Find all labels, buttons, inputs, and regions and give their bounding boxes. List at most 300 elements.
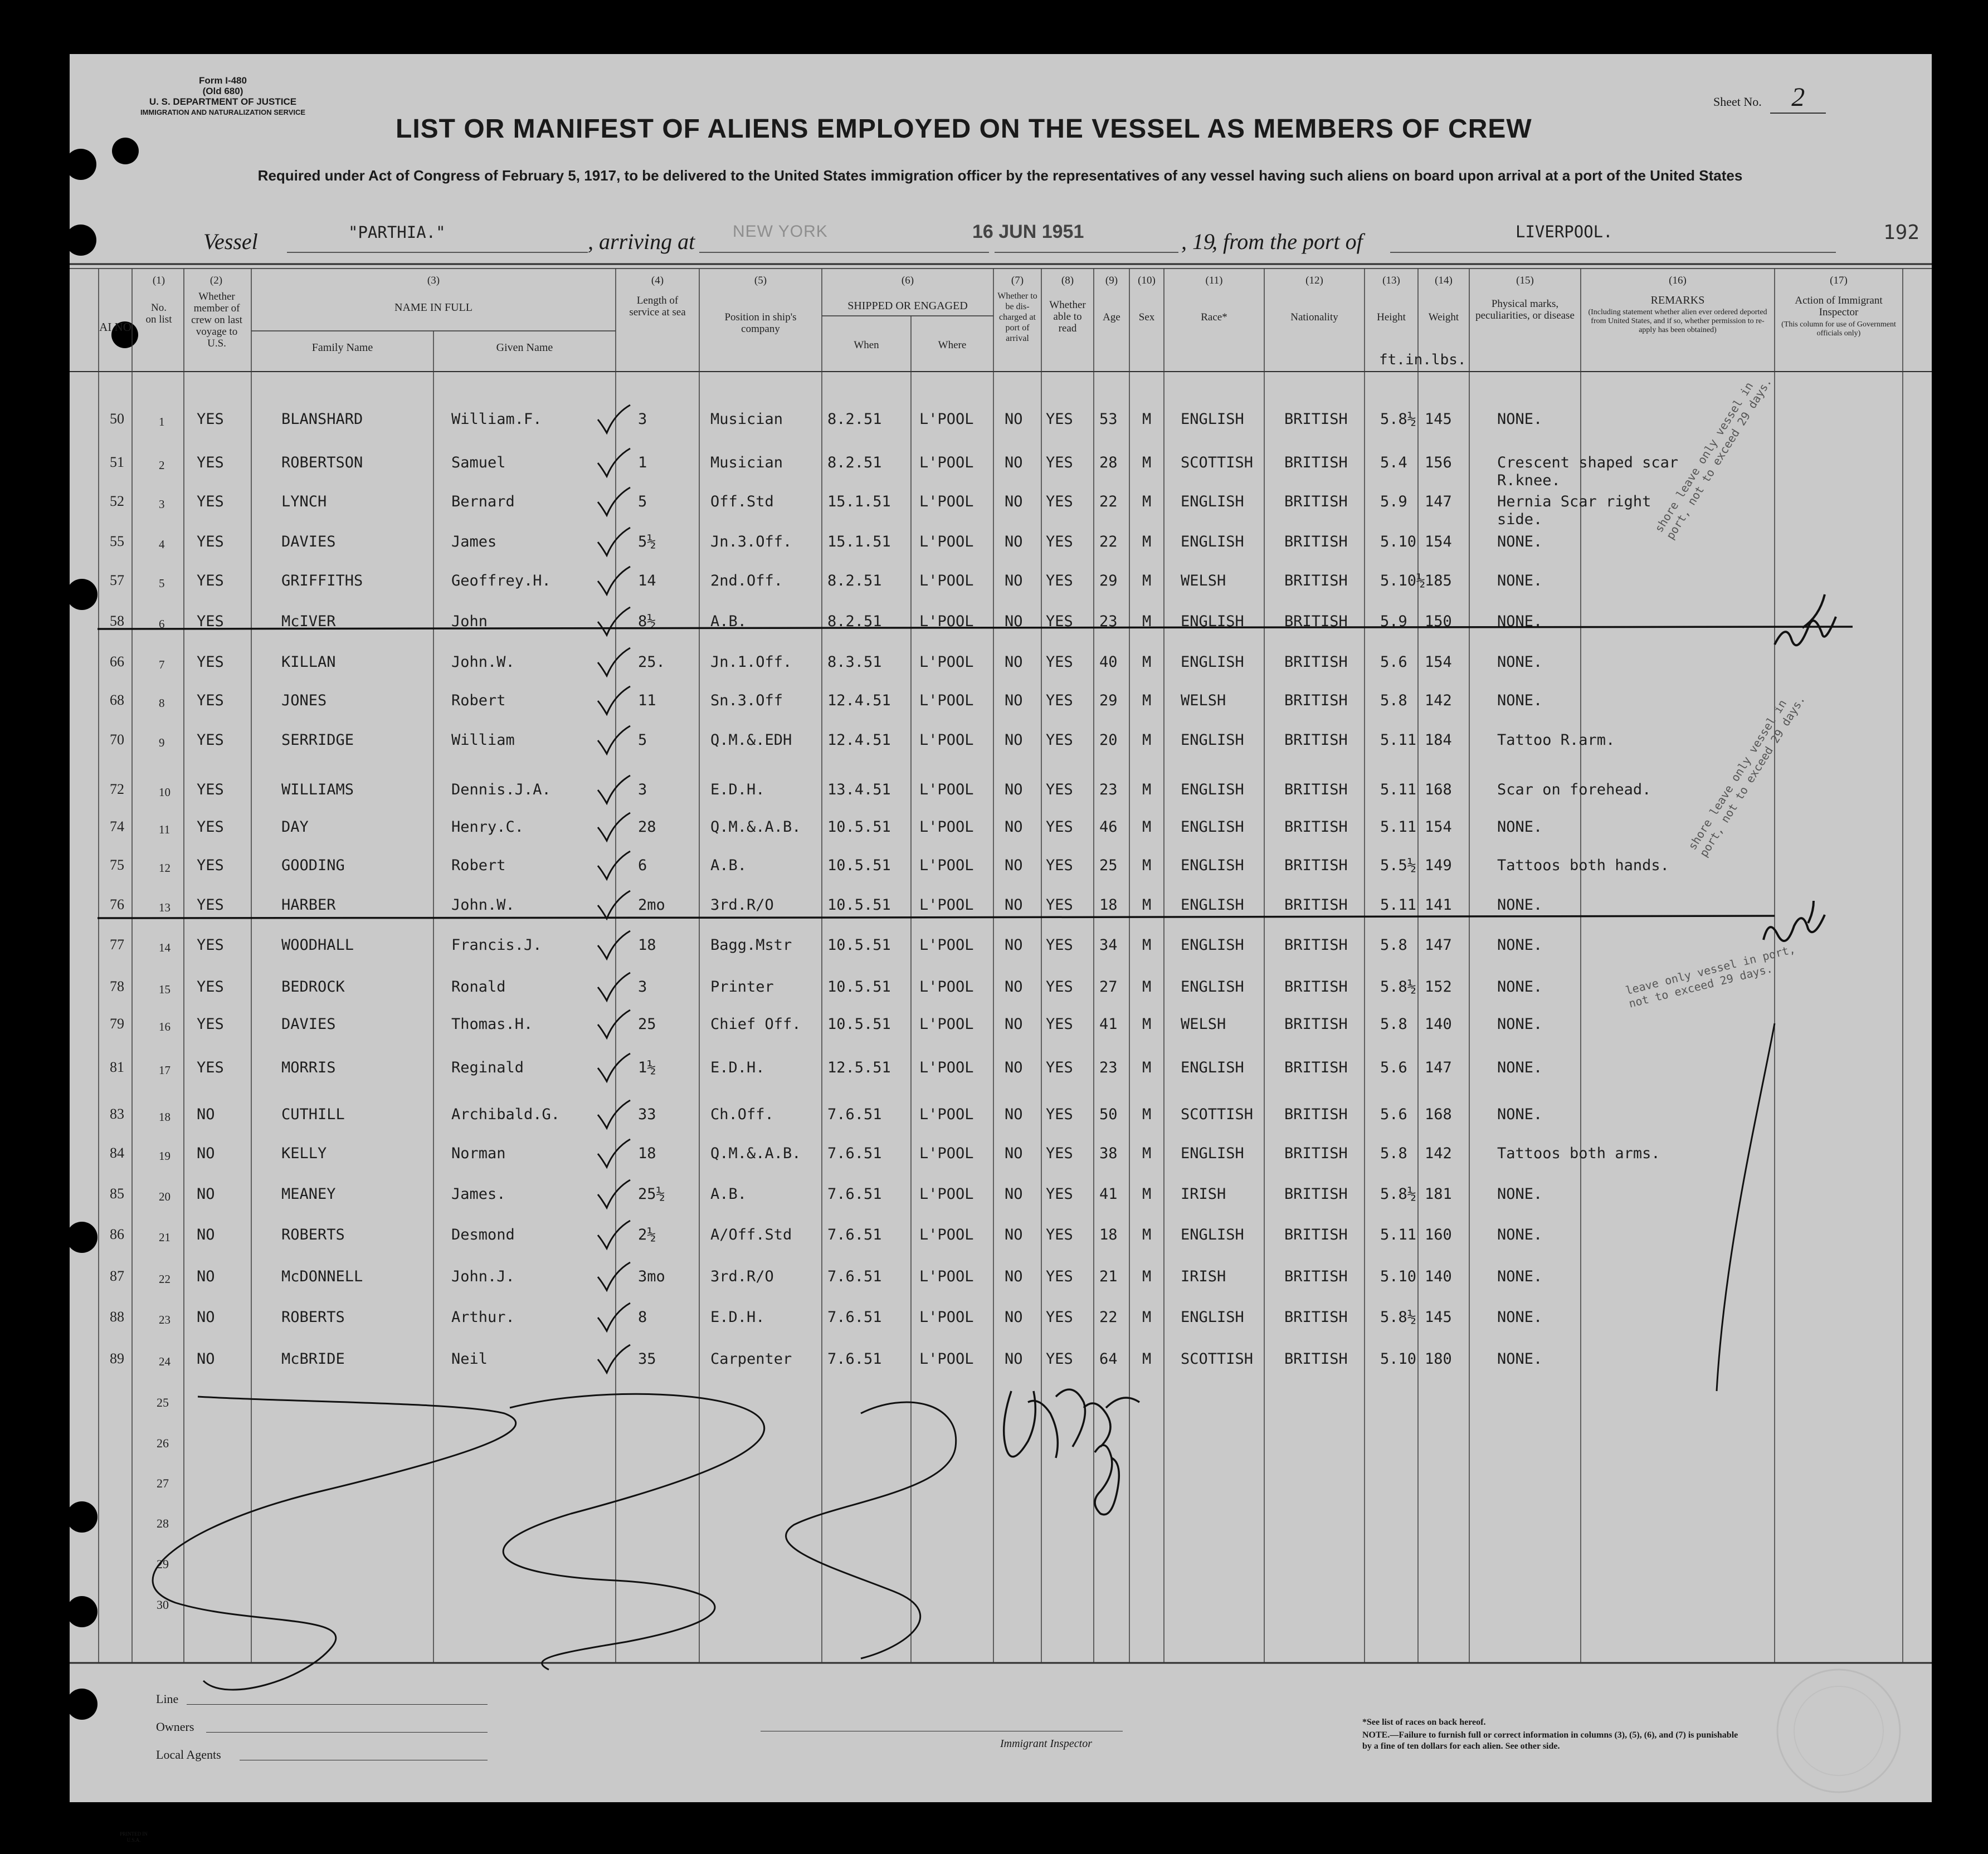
row-nationality: BRITISH: [1284, 692, 1348, 709]
row-weight: 147: [1425, 936, 1452, 954]
row-nationality: BRITISH: [1284, 1016, 1348, 1033]
row-physical-marks: NONE.: [1497, 411, 1543, 428]
row-family-name: McDONNELL: [281, 1268, 363, 1285]
row-sex: M: [1142, 896, 1152, 914]
col-3a-header: Family Name: [311, 341, 373, 354]
row-crew-last-voyage: YES: [197, 572, 224, 589]
row-shipped-when: 8.2.51: [827, 454, 882, 471]
service-name: IMMIGRATION AND NATURALIZATION SERVICE: [140, 108, 306, 116]
row-service-length: 25: [638, 1016, 656, 1033]
row-nationality: BRITISH: [1284, 936, 1348, 954]
row-discharged: NO: [1005, 572, 1023, 589]
row-service-length: 25½: [638, 1185, 665, 1203]
row-list-number: 23: [159, 1313, 170, 1326]
row-race: ENGLISH: [1181, 411, 1244, 428]
row-discharged: NO: [1005, 936, 1023, 954]
row-ai-number: 83: [110, 1106, 124, 1122]
scribble-2: [503, 1394, 764, 1670]
inspector-label: Immigrant Inspector: [1000, 1738, 1092, 1750]
row-discharged: NO: [1005, 653, 1023, 671]
row-position: Ch.Off.: [710, 1106, 774, 1123]
row-sex: M: [1142, 1350, 1152, 1368]
row-able-to-read: YES: [1046, 1106, 1073, 1123]
row-discharged: NO: [1005, 1268, 1023, 1285]
row-ai-number: 77: [110, 936, 124, 953]
row-service-length: 14: [638, 572, 656, 589]
row-age: 40: [1099, 653, 1118, 671]
row-shipped-when: 8.2.51: [827, 613, 882, 630]
row-list-number: 2: [159, 458, 165, 472]
row-age: 50: [1099, 1106, 1118, 1123]
row-able-to-read: YES: [1046, 1268, 1073, 1285]
row-service-length: 2½: [638, 1226, 656, 1243]
row-physical-marks: NONE.: [1497, 896, 1543, 914]
sheet-number-label: Sheet No.: [1713, 95, 1762, 109]
row-service-length: 5: [638, 493, 647, 510]
row-age: 29: [1099, 572, 1118, 589]
row-crew-last-voyage: NO: [197, 1185, 215, 1203]
row-discharged: NO: [1005, 781, 1023, 798]
row-shipped-where: L'POOL: [919, 1145, 974, 1162]
row-family-name: KILLAN: [281, 653, 336, 671]
row-crew-last-voyage: NO: [197, 1309, 215, 1326]
row-shipped-when: 8.2.51: [827, 411, 882, 428]
row-race: ENGLISH: [1181, 781, 1244, 798]
row-physical-marks: NONE.: [1497, 936, 1543, 954]
row-position: A.B.: [710, 1185, 747, 1203]
row-weight: 152: [1425, 978, 1452, 996]
row-shipped-where: L'POOL: [919, 857, 974, 874]
row-discharged: NO: [1005, 857, 1023, 874]
row-height: 5.11: [1380, 731, 1417, 749]
row-height: 5.11: [1380, 781, 1417, 798]
row-position: Chief Off.: [710, 1016, 801, 1033]
row-ai-number: 89: [110, 1350, 124, 1367]
row-list-number: 12: [159, 861, 170, 875]
row-service-length: 6: [638, 857, 647, 874]
col-6a-header: When: [854, 339, 879, 351]
row-weight: 154: [1425, 818, 1452, 836]
col-13-header: Height: [1377, 311, 1406, 323]
row-discharged: NO: [1005, 1145, 1023, 1162]
row-crew-last-voyage: YES: [197, 818, 224, 836]
row-crew-last-voyage: NO: [197, 1268, 215, 1285]
row-race: ENGLISH: [1181, 896, 1244, 914]
row-age: 38: [1099, 1145, 1118, 1162]
row-able-to-read: YES: [1046, 896, 1073, 914]
row-nationality: BRITISH: [1284, 653, 1348, 671]
row-nationality: BRITISH: [1284, 1106, 1348, 1123]
col-12-number: (12): [1305, 275, 1323, 286]
row-given-name: William.F.: [451, 411, 542, 428]
row-discharged: NO: [1005, 978, 1023, 996]
row-discharged: NO: [1005, 896, 1023, 914]
row-service-length: 3: [638, 411, 647, 428]
col-16-header: REMARKS: [1650, 294, 1705, 306]
row-shipped-where: L'POOL: [919, 1106, 974, 1123]
row-shipped-where: L'POOL: [919, 572, 974, 589]
row-nationality: BRITISH: [1284, 493, 1348, 510]
row-crew-last-voyage: YES: [197, 978, 224, 996]
row-given-name: John.J.: [451, 1268, 515, 1285]
scribble-3: [786, 1402, 956, 1658]
row-race: ENGLISH: [1181, 493, 1244, 510]
col-7-header: Whether to be dis-charged at port of arrival: [997, 291, 1037, 343]
row-crew-last-voyage: YES: [197, 613, 224, 630]
form-old-number: (Old 680): [202, 86, 243, 96]
row-crew-last-voyage: NO: [197, 1226, 215, 1243]
row-able-to-read: YES: [1046, 1016, 1073, 1033]
row-able-to-read: YES: [1046, 454, 1073, 471]
row-able-to-read: YES: [1046, 978, 1073, 996]
row-sex: M: [1142, 1059, 1152, 1076]
row-race: ENGLISH: [1181, 1145, 1244, 1162]
col-11-number: (11): [1205, 275, 1223, 286]
row-height: 5.8: [1380, 1145, 1407, 1162]
row-given-name: Ronald: [451, 978, 506, 996]
row-age: 23: [1099, 613, 1118, 630]
row-given-name: Reginald: [451, 1059, 524, 1076]
row-shipped-when: 10.5.51: [827, 818, 891, 836]
col-17-number: (17): [1830, 275, 1848, 286]
row-ai-number: 86: [110, 1226, 124, 1242]
row-family-name: CUTHILL: [281, 1106, 345, 1123]
empty-row-number: 29: [157, 1557, 169, 1571]
row-race: ENGLISH: [1181, 1226, 1244, 1243]
line-label: Line: [156, 1692, 179, 1706]
row-list-number: 22: [159, 1272, 170, 1286]
row-shipped-when: 10.5.51: [827, 896, 891, 914]
row-sex: M: [1142, 1268, 1152, 1285]
row-position: E.D.H.: [710, 1309, 765, 1326]
row-race: WELSH: [1181, 572, 1226, 589]
row-race: ENGLISH: [1181, 1309, 1244, 1326]
row-able-to-read: YES: [1046, 936, 1073, 954]
row-list-number: 18: [159, 1110, 170, 1124]
row-list-number: 11: [159, 823, 170, 836]
row-position: Bagg.Mstr: [710, 936, 792, 954]
col-3-number: (3): [427, 275, 440, 286]
col-17-subheader: (This column for use of Government officials only): [1781, 320, 1896, 338]
row-given-name: Dennis.J.A.: [451, 781, 551, 798]
row-race: SCOTTISH: [1181, 1350, 1254, 1368]
row-height: 5.9: [1380, 613, 1407, 630]
fine-note: NOTE.—Failure to furnish full or correct information in columns (3), (5), (6), and (7) is punishable by a fine of ten dollars for each alien. See other side.: [1362, 1730, 1738, 1751]
row-nationality: BRITISH: [1284, 857, 1348, 874]
row-shipped-when: 7.6.51: [827, 1185, 882, 1203]
row-position: Jn.3.Off.: [710, 533, 792, 550]
row-age: 29: [1099, 692, 1118, 709]
row-able-to-read: YES: [1046, 653, 1073, 671]
col-5-number: (5): [754, 275, 767, 286]
row-list-number: 6: [159, 617, 165, 631]
row-ai-number: 50: [110, 411, 124, 427]
row-discharged: NO: [1005, 533, 1023, 550]
row-height: 5.6: [1380, 1059, 1407, 1076]
row-crew-last-voyage: YES: [197, 493, 224, 510]
row-physical-marks: NONE.: [1497, 1309, 1543, 1326]
row-sex: M: [1142, 1226, 1152, 1243]
row-given-name: Robert: [451, 857, 506, 874]
row-sex: M: [1142, 857, 1152, 874]
row-height: 5.8: [1380, 936, 1407, 954]
row-discharged: NO: [1005, 1309, 1023, 1326]
government-seal: [1777, 1670, 1900, 1792]
row-ai-number: 76: [110, 896, 124, 913]
col-4-number: (4): [651, 275, 664, 286]
row-shipped-when: 7.6.51: [827, 1106, 882, 1123]
row-position: Musician: [710, 454, 783, 471]
row-physical-marks: Tattoo R.arm.: [1497, 731, 1615, 749]
row-height: 5.10½: [1380, 572, 1426, 589]
row-height: 5.11: [1380, 1226, 1417, 1243]
row-list-number: 7: [159, 658, 165, 671]
shore-leave-stamp: leave only vessel in port, not to exceed 29 days.: [1624, 942, 1797, 1011]
row-service-length: 25.: [638, 653, 665, 671]
row-race: ENGLISH: [1181, 936, 1244, 954]
row-service-length: 18: [638, 936, 656, 954]
row-race: ENGLISH: [1181, 857, 1244, 874]
row-weight: 150: [1425, 613, 1452, 630]
row-shipped-when: 7.6.51: [827, 1145, 882, 1162]
col-2-number: (2): [209, 275, 223, 286]
row-height: 5.6: [1380, 653, 1407, 671]
row-physical-marks: NONE.: [1497, 533, 1543, 550]
row-ai-number: 87: [110, 1268, 124, 1284]
empty-row-number: 26: [157, 1436, 169, 1450]
row-position: Printer: [710, 978, 774, 996]
row-age: 41: [1099, 1185, 1118, 1203]
row-family-name: HARBER: [281, 896, 336, 914]
row-discharged: NO: [1005, 1226, 1023, 1243]
row-crew-last-voyage: YES: [197, 857, 224, 874]
col-6-header: SHIPPED OR ENGAGED: [847, 300, 968, 312]
col-9-header: Age: [1103, 311, 1120, 323]
row-given-name: Norman: [451, 1145, 506, 1162]
row-height: 5.11: [1380, 818, 1417, 836]
row-race: ENGLISH: [1181, 978, 1244, 996]
row-able-to-read: YES: [1046, 692, 1073, 709]
row-discharged: NO: [1005, 1016, 1023, 1033]
col-10-header: Sex: [1138, 311, 1155, 323]
row-given-name: William: [451, 731, 515, 749]
col-3-header: NAME IN FULL: [394, 301, 472, 314]
row-age: 46: [1099, 818, 1118, 836]
row-sex: M: [1142, 572, 1152, 589]
row-height: 5.8: [1380, 692, 1407, 709]
row-discharged: NO: [1005, 1059, 1023, 1076]
row-able-to-read: YES: [1046, 1145, 1073, 1162]
row-able-to-read: YES: [1046, 533, 1073, 550]
row-physical-marks: NONE.: [1497, 818, 1543, 836]
row-ai-number: 68: [110, 692, 124, 708]
row-ai-number: 72: [110, 781, 124, 797]
row-able-to-read: YES: [1046, 1185, 1073, 1203]
row-service-length: 3mo: [638, 1268, 665, 1285]
row-age: 22: [1099, 533, 1118, 550]
row-sex: M: [1142, 1016, 1152, 1033]
row-position: A/Off.Std: [710, 1226, 792, 1243]
row-list-number: 20: [159, 1190, 170, 1203]
row-service-length: 35: [638, 1350, 656, 1368]
vessel-label: Vessel: [203, 229, 258, 254]
row-age: 41: [1099, 1016, 1118, 1033]
row-position: Q.M.&.A.B.: [710, 1145, 801, 1162]
row-family-name: DAVIES: [281, 533, 336, 550]
row-service-length: 5½: [638, 533, 656, 550]
races-note: *See list of races on back hereof.: [1362, 1718, 1486, 1727]
row-weight: 185: [1425, 572, 1452, 589]
col-15-header: Physical marks, peculiarities, or disease: [1475, 298, 1575, 321]
page-title: LIST OR MANIFEST OF ALIENS EMPLOYED ON THE VESSEL AS MEMBERS OF CREW: [396, 114, 1532, 144]
row-family-name: McIVER: [281, 613, 336, 630]
row-height: 5.8½: [1380, 411, 1417, 428]
row-given-name: John: [451, 613, 488, 630]
row-shipped-when: 7.6.51: [827, 1268, 882, 1285]
row-height: 5.8½: [1380, 978, 1417, 996]
row-crew-last-voyage: YES: [197, 896, 224, 914]
col-1-header: No. on list: [145, 302, 172, 325]
row-list-number: 24: [159, 1355, 170, 1368]
row-shipped-when: 8.3.51: [827, 653, 882, 671]
row-nationality: BRITISH: [1284, 1226, 1348, 1243]
row-shipped-when: 7.6.51: [827, 1350, 882, 1368]
row-weight: 142: [1425, 692, 1452, 709]
row-height: 5.8½: [1380, 1309, 1417, 1326]
row-list-number: 4: [159, 538, 165, 551]
row-family-name: MEANEY: [281, 1185, 336, 1203]
row-given-name: Neil: [451, 1350, 488, 1368]
col-11-header: Race*: [1201, 311, 1227, 323]
row-nationality: BRITISH: [1284, 731, 1348, 749]
row-shipped-where: L'POOL: [919, 978, 974, 996]
row-shipped-where: L'POOL: [919, 411, 974, 428]
row-discharged: NO: [1005, 692, 1023, 709]
row-nationality: BRITISH: [1284, 1309, 1348, 1326]
row-height: 5.5½: [1380, 857, 1417, 874]
row-position: Jn.1.Off.: [710, 653, 792, 671]
row-discharged: NO: [1005, 818, 1023, 836]
col-4-header: Length of service at sea: [629, 295, 686, 318]
row-service-length: 2mo: [638, 896, 665, 914]
row-age: 22: [1099, 493, 1118, 510]
row-shipped-when: 15.1.51: [827, 533, 891, 550]
row-nationality: BRITISH: [1284, 1145, 1348, 1162]
row-crew-last-voyage: YES: [197, 936, 224, 954]
col-10-number: (10): [1138, 275, 1156, 286]
row-sex: M: [1142, 1185, 1152, 1203]
vessel-name: "PARTHIA.": [348, 223, 446, 242]
row-race: SCOTTISH: [1181, 454, 1254, 471]
row-list-number: 14: [159, 941, 170, 954]
row-given-name: Arthur.: [451, 1309, 515, 1326]
row-family-name: WOODHALL: [281, 936, 354, 954]
row-given-name: Thomas.H.: [451, 1016, 533, 1033]
row-physical-marks: NONE.: [1497, 1350, 1543, 1368]
row-service-length: 33: [638, 1106, 656, 1123]
row-shipped-where: L'POOL: [919, 1350, 974, 1368]
row-crew-last-voyage: YES: [197, 533, 224, 550]
row-discharged: NO: [1005, 1185, 1023, 1203]
row-height: 5.11: [1380, 896, 1417, 914]
row-shipped-where: L'POOL: [919, 936, 974, 954]
local-agents-label: Local Agents: [156, 1748, 221, 1762]
col-9-number: (9): [1105, 275, 1118, 286]
col-16-subheader: (Including statement whether alien ever ordered deported from United States, and if so, whether permission to re-apply has been obtained): [1588, 308, 1767, 334]
row-able-to-read: YES: [1046, 857, 1073, 874]
row-shipped-when: 10.5.51: [827, 857, 891, 874]
row-position: A.B.: [710, 613, 747, 630]
row-list-number: 5: [159, 577, 165, 590]
row-race: ENGLISH: [1181, 731, 1244, 749]
row-physical-marks: Tattoos both arms.: [1497, 1145, 1660, 1162]
col-3b-header: Given Name: [496, 341, 553, 354]
col-12-header: Nationality: [1290, 311, 1338, 323]
row-able-to-read: YES: [1046, 731, 1073, 749]
row-given-name: Robert: [451, 692, 506, 709]
row-service-length: 18: [638, 1145, 656, 1162]
row-height: 5.10: [1380, 533, 1417, 550]
row-shipped-when: 8.2.51: [827, 572, 882, 589]
row-discharged: NO: [1005, 411, 1023, 428]
row-crew-last-voyage: NO: [197, 1106, 215, 1123]
row-sex: M: [1142, 493, 1152, 510]
row-able-to-read: YES: [1046, 613, 1073, 630]
row-list-number: 19: [159, 1149, 170, 1163]
row-given-name: James: [451, 533, 497, 550]
row-ai-number: 81: [110, 1059, 124, 1075]
row-shipped-when: 7.6.51: [827, 1309, 882, 1326]
row-sex: M: [1142, 533, 1152, 550]
row-family-name: GRIFFITHS: [281, 572, 363, 589]
row-shipped-where: L'POOL: [919, 493, 974, 510]
row-nationality: BRITISH: [1284, 454, 1348, 471]
row-position: Q.M.&.A.B.: [710, 818, 801, 836]
col-8-header: Whether able to read: [1049, 299, 1086, 334]
row-sex: M: [1142, 454, 1152, 471]
row-age: 23: [1099, 781, 1118, 798]
row-able-to-read: YES: [1046, 1309, 1073, 1326]
row-race: ENGLISH: [1181, 533, 1244, 550]
row-nationality: BRITISH: [1284, 1350, 1348, 1368]
row-shipped-where: L'POOL: [919, 896, 974, 914]
row-weight: 149: [1425, 857, 1452, 874]
row-age: 64: [1099, 1350, 1118, 1368]
row-discharged: NO: [1005, 1106, 1023, 1123]
row-weight: 140: [1425, 1268, 1452, 1285]
row-shipped-where: L'POOL: [919, 731, 974, 749]
row-ai-number: 85: [110, 1185, 124, 1202]
row-given-name: Francis.J.: [451, 936, 542, 954]
row-physical-marks: Scar on forehead.: [1497, 781, 1651, 798]
empty-row-number: 28: [157, 1516, 169, 1530]
row-sex: M: [1142, 613, 1152, 630]
row-weight: 181: [1425, 1185, 1452, 1203]
row-weight: 141: [1425, 896, 1452, 914]
row-shipped-where: L'POOL: [919, 653, 974, 671]
col-14-header: Weight: [1428, 311, 1459, 323]
row-crew-last-voyage: YES: [197, 411, 224, 428]
row-weight: 147: [1425, 493, 1452, 510]
row-family-name: BLANSHARD: [281, 411, 363, 428]
row-nationality: BRITISH: [1284, 896, 1348, 914]
row-shipped-when: 10.5.51: [827, 978, 891, 996]
col-5-header: Position in ship's company: [724, 311, 797, 335]
row-shipped-when: 12.5.51: [827, 1059, 891, 1076]
row-family-name: ROBERTSON: [281, 454, 363, 471]
row-crew-last-voyage: YES: [197, 454, 224, 471]
row-position: A.B.: [710, 857, 747, 874]
